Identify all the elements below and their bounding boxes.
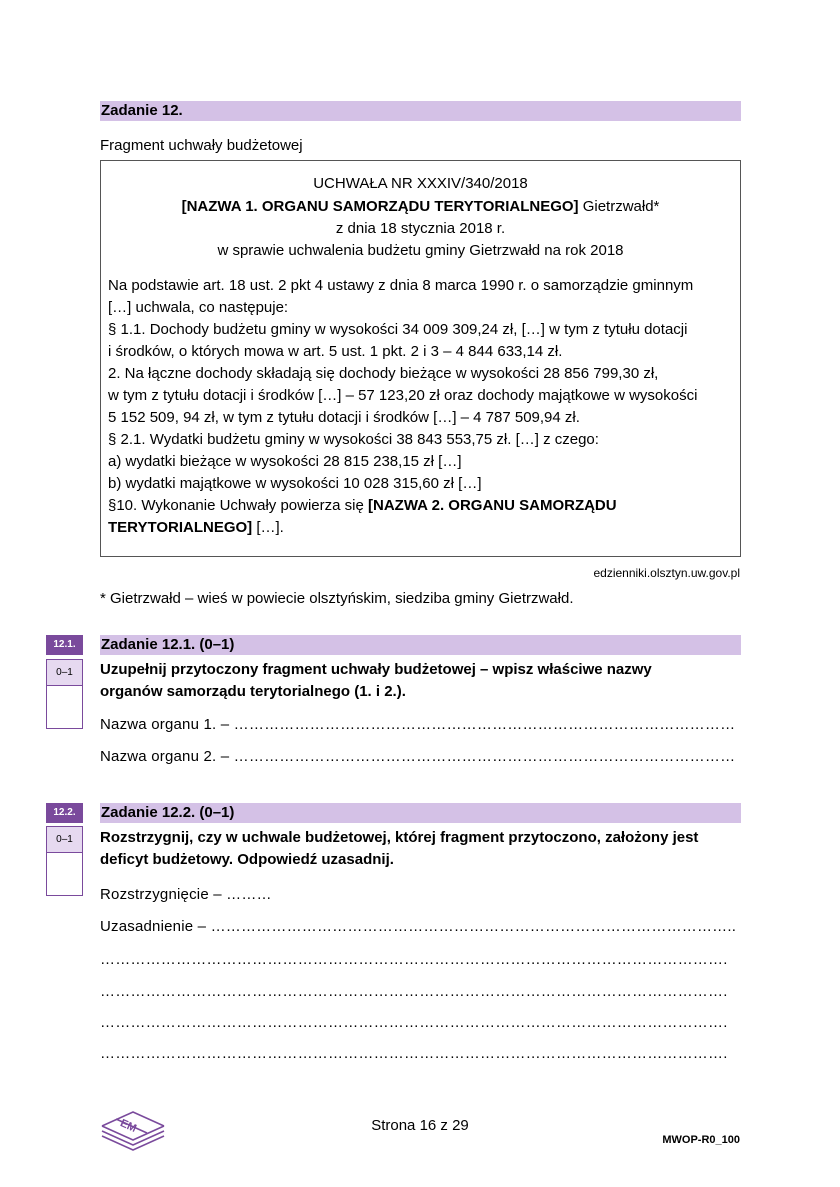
resolution-body-line: i środków, o których mowa w art. 5 ust. 1 pkt. 2 i 3 – 4 844 633,14 zł.: [108, 343, 563, 360]
task-intro: Fragment uchwały budżetowej: [100, 137, 303, 154]
subtask-instruction: Rozstrzygnij, czy w uchwale budżetowej, której fragment przytoczono, założony jest: [100, 829, 699, 846]
resolution-body-line: Na podstawie art. 18 ust. 2 pkt 4 ustawy z dnia 8 marca 1990 r. o samorządzie gminnym: [108, 277, 694, 294]
answer-decision[interactable]: Rozstrzygnięcie – ………: [100, 886, 272, 903]
subtask-instruction: organów samorządu terytorialnego (1. i 2.).: [100, 683, 406, 700]
resolution-body-line: […] uchwala, co następuje:: [108, 299, 289, 316]
resolution-body-line: § 1.1. Dochody budżetu gminy w wysokości 34 009 309,24 zł, […] w tym z tytułu dotacji: [108, 321, 688, 338]
subtask-heading: Zadanie 12.1. (0–1): [100, 635, 741, 655]
svg-text:EM: EM: [118, 1117, 139, 1135]
resolution-body-line: w tym z tytułu dotacji i środków […] – 57 123,20 zł oraz dochody majątkowe w wysokości: [108, 387, 698, 404]
task-title: Zadanie 12.: [101, 102, 183, 119]
subtask-instruction: deficyt budżetowy. Odpowiedź uzasadnij.: [100, 851, 394, 868]
resolution-body-line: 2. Na łączne dochody składają się dochody bieżące w wysokości 28 856 799,30 zł,: [108, 365, 659, 382]
organ-1-location: Gietrzwałd*: [578, 198, 660, 215]
resolution-box: [100, 160, 741, 557]
subtask-instruction: Uzupełnij przytoczony fragment uchwały budżetowej – wpisz właściwe nazwy: [100, 661, 652, 678]
subtask-number-badge: 12.2.: [46, 803, 83, 823]
score-box: [46, 826, 83, 896]
organ-2-placeholder: [NAZWA 2. ORGANU SAMORZĄDU: [368, 497, 617, 514]
answer-line-organ-2[interactable]: Nazwa organu 2. – ………………………………………………………………………………………: [100, 748, 736, 765]
resolution-body-line: 5 152 509, 94 zł, w tym z tytułu dotacji i środków […] – 4 787 509,94 zł.: [108, 409, 580, 426]
organ-1-placeholder: [NAZWA 1. ORGANU SAMORZĄDU TERYTORIALNEGO]: [181, 198, 579, 215]
answer-justification[interactable]: Uzasadnienie – …………………………………………………………………………………………..: [100, 918, 737, 935]
resolution-subject: w sprawie uchwalenia budżetu gminy Gietrzwałd na rok 2018: [217, 242, 624, 259]
page-number: Strona 16 z 29: [371, 1117, 469, 1134]
answer-dot-line[interactable]: …………………………………………………………………………………………………………….: [100, 951, 728, 968]
source-citation: edzienniki.olsztyn.uw.gov.pl: [593, 566, 740, 580]
score-points: 0–1: [47, 827, 82, 853]
answer-dot-line[interactable]: …………………………………………………………………………………………………………….: [100, 1045, 728, 1062]
resolution-body-line: §10. Wykonanie Uchwały powierza się [NAZWA 2. ORGANU SAMORZĄDU: [108, 497, 617, 514]
resolution-body-line: a) wydatki bieżące w wysokości 28 815 238,15 zł […]: [108, 453, 462, 470]
score-box: [46, 659, 83, 729]
footnote: * Gietrzwałd – wieś w powiecie olsztyńskim, siedziba gminy Gietrzwałd.: [100, 590, 574, 607]
resolution-body-line: TERYTORIALNEGO] […].: [108, 519, 284, 536]
subtask-number-badge: 12.1.: [46, 635, 83, 655]
score-points: 0–1: [47, 660, 82, 686]
exam-code: MWOP-R0_100: [662, 1134, 740, 1146]
resolution-body-line: b) wydatki majątkowe w wysokości 10 028 315,60 zł […]: [108, 475, 482, 492]
answer-dot-line[interactable]: …………………………………………………………………………………………………………….: [100, 983, 728, 1000]
resolution-body-line: § 2.1. Wydatki budżetu gminy w wysokości 38 843 553,75 zł. […] z czego:: [108, 431, 599, 448]
resolution-organ-line: [101, 197, 740, 217]
resolution-number: UCHWAŁA NR XXXIV/340/2018: [313, 175, 528, 192]
answer-dot-line[interactable]: …………………………………………………………………………………………………………….: [100, 1014, 728, 1031]
subtask-heading: Zadanie 12.2. (0–1): [100, 803, 741, 823]
resolution-date: z dnia 18 stycznia 2018 r.: [335, 220, 506, 237]
answer-line-organ-1[interactable]: Nazwa organu 1. – ………………………………………………………………………………………: [100, 716, 736, 733]
task-title-bar: [100, 101, 741, 121]
